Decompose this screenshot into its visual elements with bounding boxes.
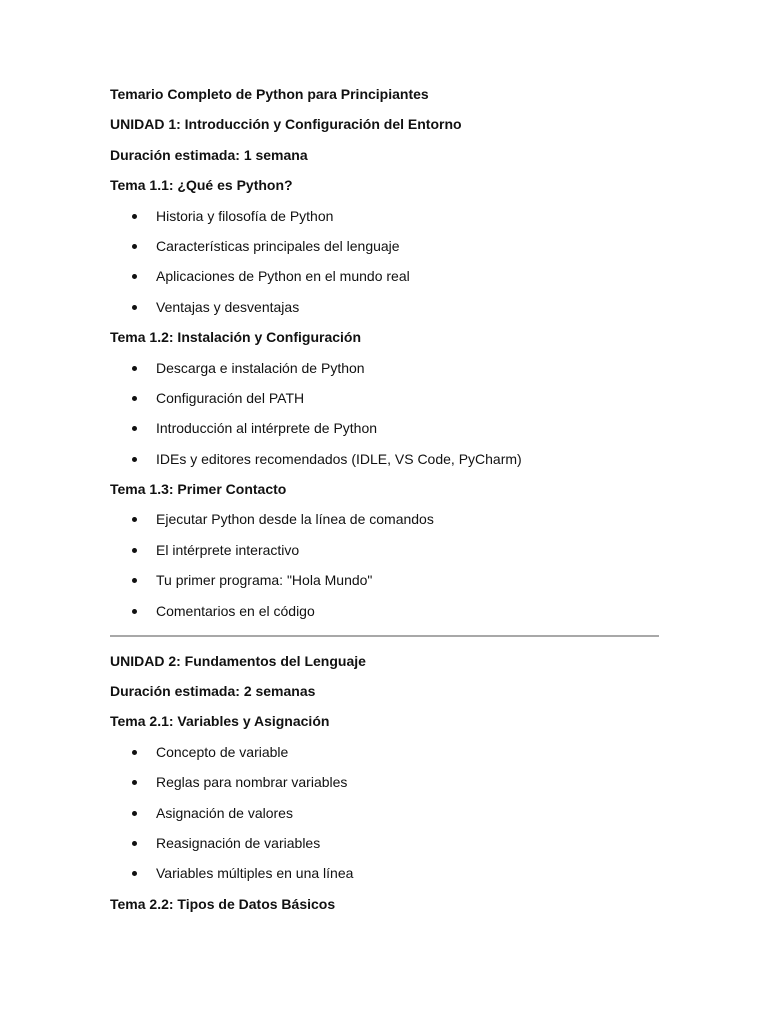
bullet-icon [132,750,137,755]
bullet-icon [132,871,137,876]
bullet-icon [132,396,137,401]
unit-2-title: UNIDAD 2: Fundamentos del Lenguaje [110,652,366,669]
topic-1-1-list [110,206,660,317]
bullet-icon [132,244,137,249]
bullet-icon [132,609,137,614]
list-item: Aplicaciones de Python en el mundo real [110,266,660,286]
bullet-icon [132,214,137,219]
topic-1-2-list [110,358,660,469]
list-item: Concepto de variable [110,742,660,762]
topic-2-2-title: Tema 2.2: Tipos de Datos Básicos [110,895,336,912]
bullet-icon [132,841,137,846]
bullet-icon [132,426,137,431]
list-item: Variables múltiples en una línea [110,863,660,883]
list-item: Descarga e instalación de Python [110,358,660,378]
bullet-icon [132,517,137,522]
list-item: Historia y filosofía de Python [110,206,660,226]
document-title: Temario Completo de Python para Principiantes [110,86,429,102]
list-item: Asignación de valores [110,803,660,823]
topic-1-3-list [110,509,660,620]
bullet-icon [132,578,137,583]
section-divider [110,635,659,637]
bullet-icon [132,780,137,785]
unit-1-duration: Duración estimada: 1 semana [110,146,308,163]
list-item: Reglas para nombrar variables [110,772,660,792]
bullet-icon [132,811,137,816]
bullet-icon [132,274,137,279]
topic-2-1-title: Tema 2.1: Variables y Asignación [110,713,330,730]
list-item: Ejecutar Python desde la línea de comandos [110,509,660,529]
document-page [110,84,660,914]
bullet-icon [132,548,137,553]
bullet-icon [132,366,137,371]
list-item: Introducción al intérprete de Python [110,418,660,438]
bullet-icon [132,305,137,310]
unit-1-title: UNIDAD 1: Introducción y Configuración del Entorno [110,116,462,133]
list-item: Tu primer programa: "Hola Mundo" [110,570,660,590]
topic-1-3-title: Tema 1.3: Primer Contacto [110,481,287,498]
list-item: Características principales del lenguaje [110,236,660,256]
list-item: Configuración del PATH [110,388,660,408]
unit-2-duration: Duración estimada: 2 semanas [110,683,316,700]
topic-1-2-title: Tema 1.2: Instalación y Configuración [110,329,362,346]
list-item: IDEs y editores recomendados (IDLE, VS Code, PyCharm) [110,449,660,469]
list-item: Ventajas y desventajas [110,297,660,317]
list-item: Comentarios en el código [110,601,660,621]
topic-1-1-title: Tema 1.1: ¿Qué es Python? [110,177,293,194]
list-item: Reasignación de variables [110,833,660,853]
list-item: El intérprete interactivo [110,540,660,560]
topic-2-1-list [110,742,660,884]
bullet-icon [132,457,137,462]
